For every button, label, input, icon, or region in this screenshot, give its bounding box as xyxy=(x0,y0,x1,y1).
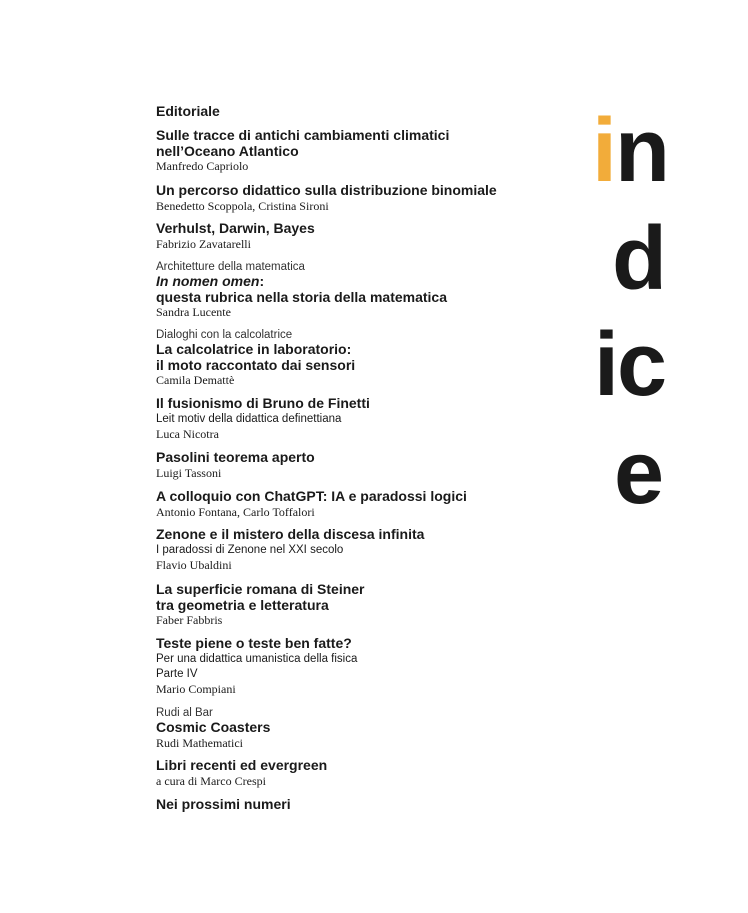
entry-author: Rudi Mathematici xyxy=(156,735,243,750)
entry-author: Flavio Ubaldini xyxy=(156,557,232,572)
entry-title: Il fusionismo di Bruno de Finetti xyxy=(156,395,370,411)
entry-title-line2: questa rubrica nella storia della matematica xyxy=(156,288,448,305)
entry-title: Cosmic Coasters xyxy=(156,719,271,735)
entry-title: Pasolini teorema aperto xyxy=(156,449,315,465)
entry-author: Luigi Tassoni xyxy=(156,465,222,480)
entry-author: Mario Compiani xyxy=(156,681,236,696)
entry-author: a cura di Marco Crespi xyxy=(156,773,266,788)
entry-title: A colloquio con ChatGPT: IA e paradossi logici xyxy=(156,488,467,504)
index-word-line3: ic xyxy=(594,315,666,415)
entry-title: Nei prossimi numeri xyxy=(156,796,291,812)
index-word-line4: e xyxy=(614,423,663,523)
entry-author: Antonio Fontana, Carlo Toffalori xyxy=(156,504,315,519)
entry-title: Teste piene o teste ben fatte? xyxy=(156,635,352,651)
entry-title: Un percorso didattico sulla distribuzione binomiale xyxy=(156,182,497,198)
entry-section: Dialoghi con la calcolatrice xyxy=(156,329,293,341)
entry-author: Faber Fabbris xyxy=(156,613,223,627)
entry-subtitle: Per una didattica umanistica della fisica xyxy=(156,652,358,665)
entry-title-line2: nell’Oceano Atlantico xyxy=(156,142,299,159)
index-word-line2: d xyxy=(612,209,665,309)
entry-subtitle: I paradossi di Zenone nel XXI secolo xyxy=(156,543,344,556)
entry-author: Benedetto Scoppola, Cristina Sironi xyxy=(156,198,329,213)
entry-title: Zenone e il mistero della discesa infinita xyxy=(156,526,425,542)
entry-title: Sulle tracce di antichi cambiamenti climatici xyxy=(156,127,450,143)
entry-section: Rudi al Bar xyxy=(156,707,213,719)
entry-title-line2: il moto raccontato dai sensori xyxy=(156,356,356,373)
entry-section: Architetture della matematica xyxy=(156,261,305,273)
entry-title-line2: tra geometria e letteratura xyxy=(156,596,329,613)
entry-subtitle: Leit motiv della didattica definettiana xyxy=(156,412,342,425)
index-word-rest: n xyxy=(615,101,668,201)
entry-title: La superficie romana di Steiner xyxy=(156,581,365,597)
entry-title xyxy=(156,274,536,290)
entry-title-colon: : xyxy=(259,273,265,289)
index-word-line1 xyxy=(592,101,668,201)
entry-author: Luca Nicotra xyxy=(156,426,219,441)
entry-title: Verhulst, Darwin, Bayes xyxy=(156,220,315,236)
entry-author: Manfredo Capriolo xyxy=(156,159,249,173)
entry-title: La calcolatrice in laboratorio: xyxy=(156,341,352,357)
entry-author: Camila Demattè xyxy=(156,373,235,387)
entry-author: Fabrizio Zavatarelli xyxy=(156,236,251,251)
entry-title: Libri recenti ed evergreen xyxy=(156,757,328,773)
entry-author: Sandra Lucente xyxy=(156,305,231,319)
index-word-accent: i xyxy=(592,101,616,201)
entry-title-italic: In nomen omen xyxy=(156,273,260,289)
entry-title: Editoriale xyxy=(156,103,220,119)
entry-subtitle-part: Parte IV xyxy=(156,667,198,680)
